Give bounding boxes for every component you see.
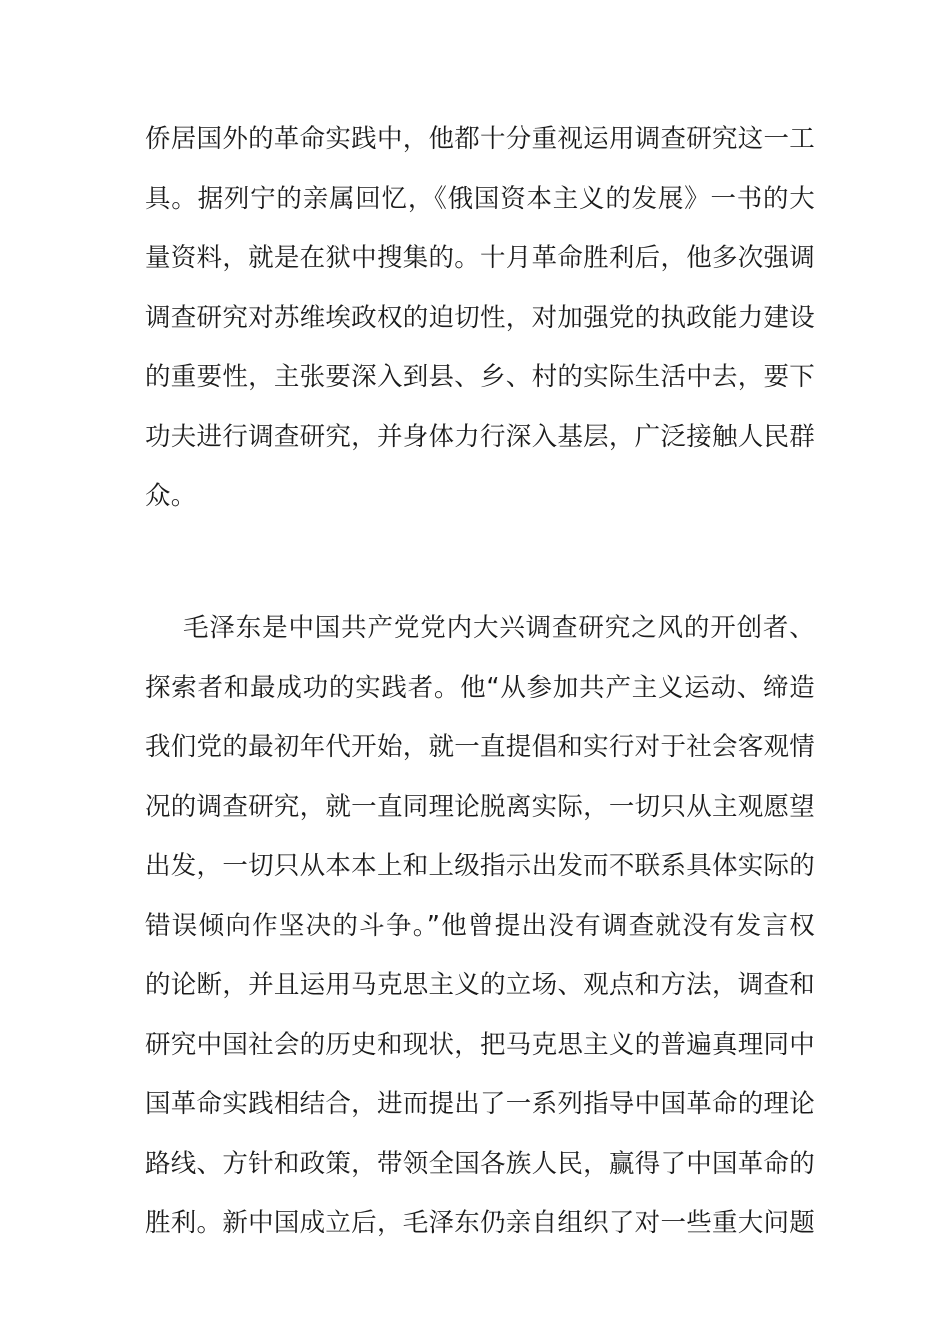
text-line: 错误倾向作坚决的斗争。”他曾提出没有调查就没有发言权 (145, 910, 815, 941)
text-line: 国革命实践相结合，进而提出了一系列指导中国革命的理论 (145, 1089, 815, 1119)
text-line: 的论断，并且运用马克思主义的立场、观点和方法，调查和 (145, 970, 815, 1000)
paragraph-mao-research (145, 599, 815, 1254)
text-line: 况的调查研究，就一直同理论脱离实际，一切只从主观愿望 (145, 791, 815, 822)
text-line: 研究中国社会的历史和现状，把马克思主义的普遍真理同中 (145, 1029, 815, 1060)
text-line: 侨居国外的革命实践中，他都十分重视运用调查研究这一工 (145, 124, 815, 154)
text-line: 具。据列宁的亲属回忆，《俄国资本主义的发展》一书的大 (145, 183, 815, 214)
text-line: 调查研究对苏维埃政权的迫切性，对加强党的执政能力建设 (145, 302, 815, 333)
text-line: 我们党的最初年代开始，就一直提倡和实行对于社会客观情 (145, 732, 815, 762)
paragraph-leninist-research (145, 110, 815, 527)
text-line: 众。 (145, 481, 197, 511)
text-line: 路线、方针和政策，带领全国各族人民，赢得了中国革命的 (145, 1148, 815, 1179)
text-line: 探索者和最成功的实践者。他“从参加共产主义运动、缔造 (145, 672, 815, 703)
text-line: 的重要性，主张要深入到县、乡、村的实际生活中去，要下 (145, 362, 815, 392)
text-line: 出发，一切只从本本上和上级指示出发而不联系具体实际的 (145, 851, 815, 881)
text-line: 毛泽东是中国共产党党内大兴调查研究之风的开创者、 (183, 613, 815, 643)
text-line: 量资料，就是在狱中搜集的。十月革命胜利后，他多次强调 (145, 243, 815, 273)
text-line: 功夫进行调查研究，并身体力行深入基层，广泛接触人民群 (145, 421, 815, 452)
text-line: 胜利。新中国成立后，毛泽东仍亲自组织了对一些重大问题 (145, 1208, 815, 1238)
